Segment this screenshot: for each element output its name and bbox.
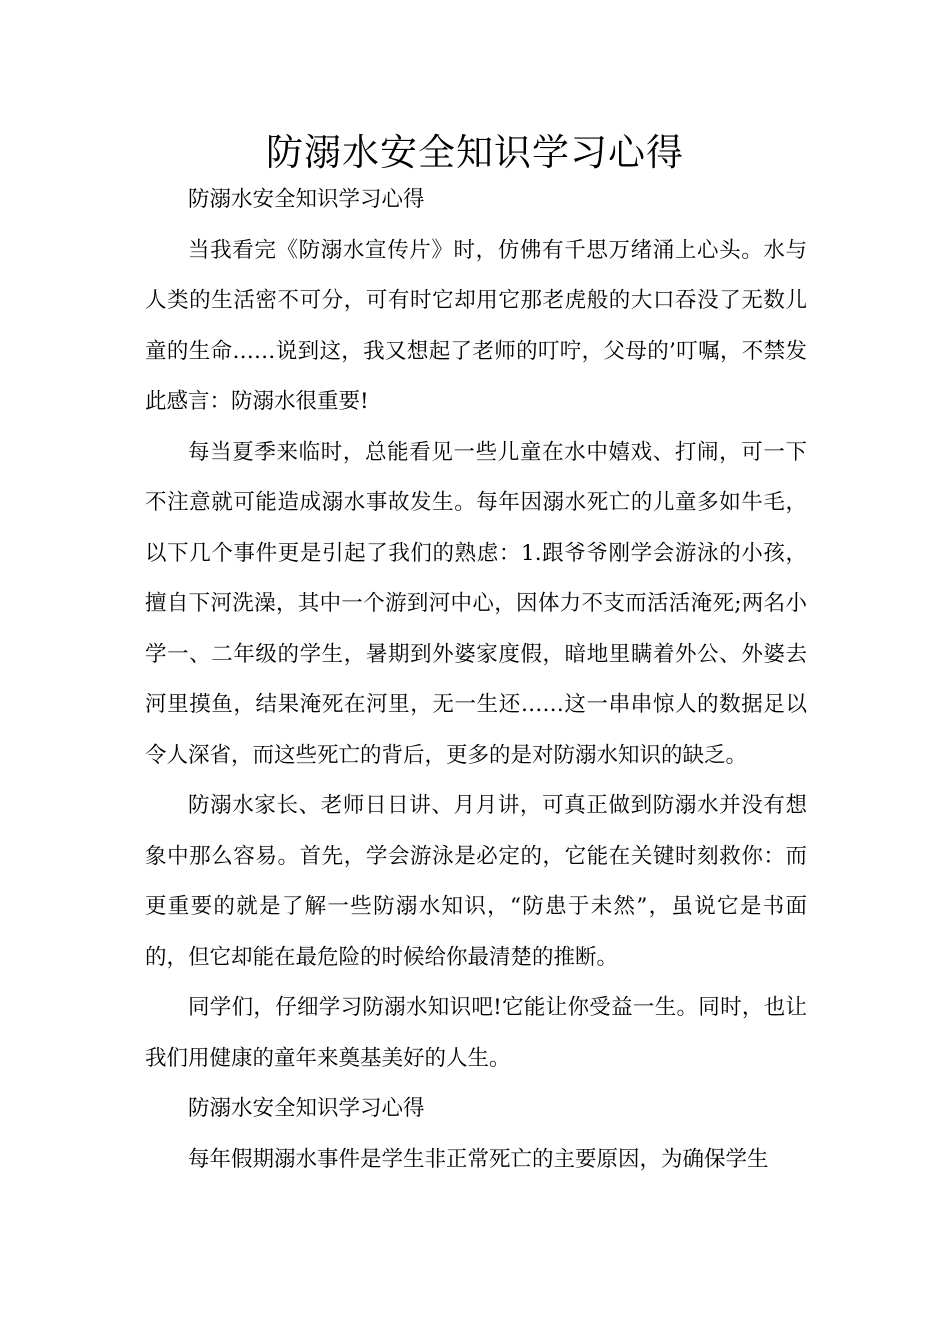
paragraph: 每当夏季来临时，总能看见一些儿童在水中嬉戏、打闹，可一下不注意就可能造成溺水事故发生。每年因溺水死亡的儿童多如牛毛，以下几个事件更是引起了我们的熟虑：1.跟爷爷刚学会游泳的小孩，擅自下河洗澡，其中一个游到河中心，因体力不支而活活淹死;两名小学一、二年级的学生，暑期到外婆家度假，暗地里瞒着外公、外婆去河里摸鱼，结果淹死在河里，无一生还……这一串串惊人的数据足以令人深省，而这些死亡的背后，更多的是对防溺水知识的缺乏。 xyxy=(145,439,807,768)
document-body xyxy=(145,175,807,1185)
paragraph: 当我看完《防溺水宣传片》时，仿佛有千思万绪涌上心头。水与人类的生活密不可分，可有时它却用它那老虎般的大口吞没了无数儿童的生命……说到这，我又想起了老师的叮咛，父母的’叮嘱，不禁发此感言：防溺水很重要! xyxy=(145,237,807,414)
document-title: 防溺水安全知识学习心得 xyxy=(266,131,684,174)
paragraph: 每年假期溺水事件是学生非正常死亡的主要原因，为确保学生 xyxy=(188,1146,769,1172)
paragraph: 同学们，仔细学习防溺水知识吧!它能让你受益一生。同时，也让我们用健康的童年来奠基美好的人生。 xyxy=(145,995,807,1071)
paragraph: 防溺水家长、老师日日讲、月月讲，可真正做到防溺水并没有想象中那么容易。首先，学会游泳是必定的，它能在关键时刻救你：而更重要的就是了解一些防溺水知识，“防患于未然”，虽说它是书面的，但它却能在最危险的时候给你最清楚的推断。 xyxy=(145,793,807,970)
paragraph-subtitle: 防溺水安全知识学习心得 xyxy=(188,1096,425,1121)
paragraph-subtitle: 防溺水安全知识学习心得 xyxy=(188,187,425,212)
